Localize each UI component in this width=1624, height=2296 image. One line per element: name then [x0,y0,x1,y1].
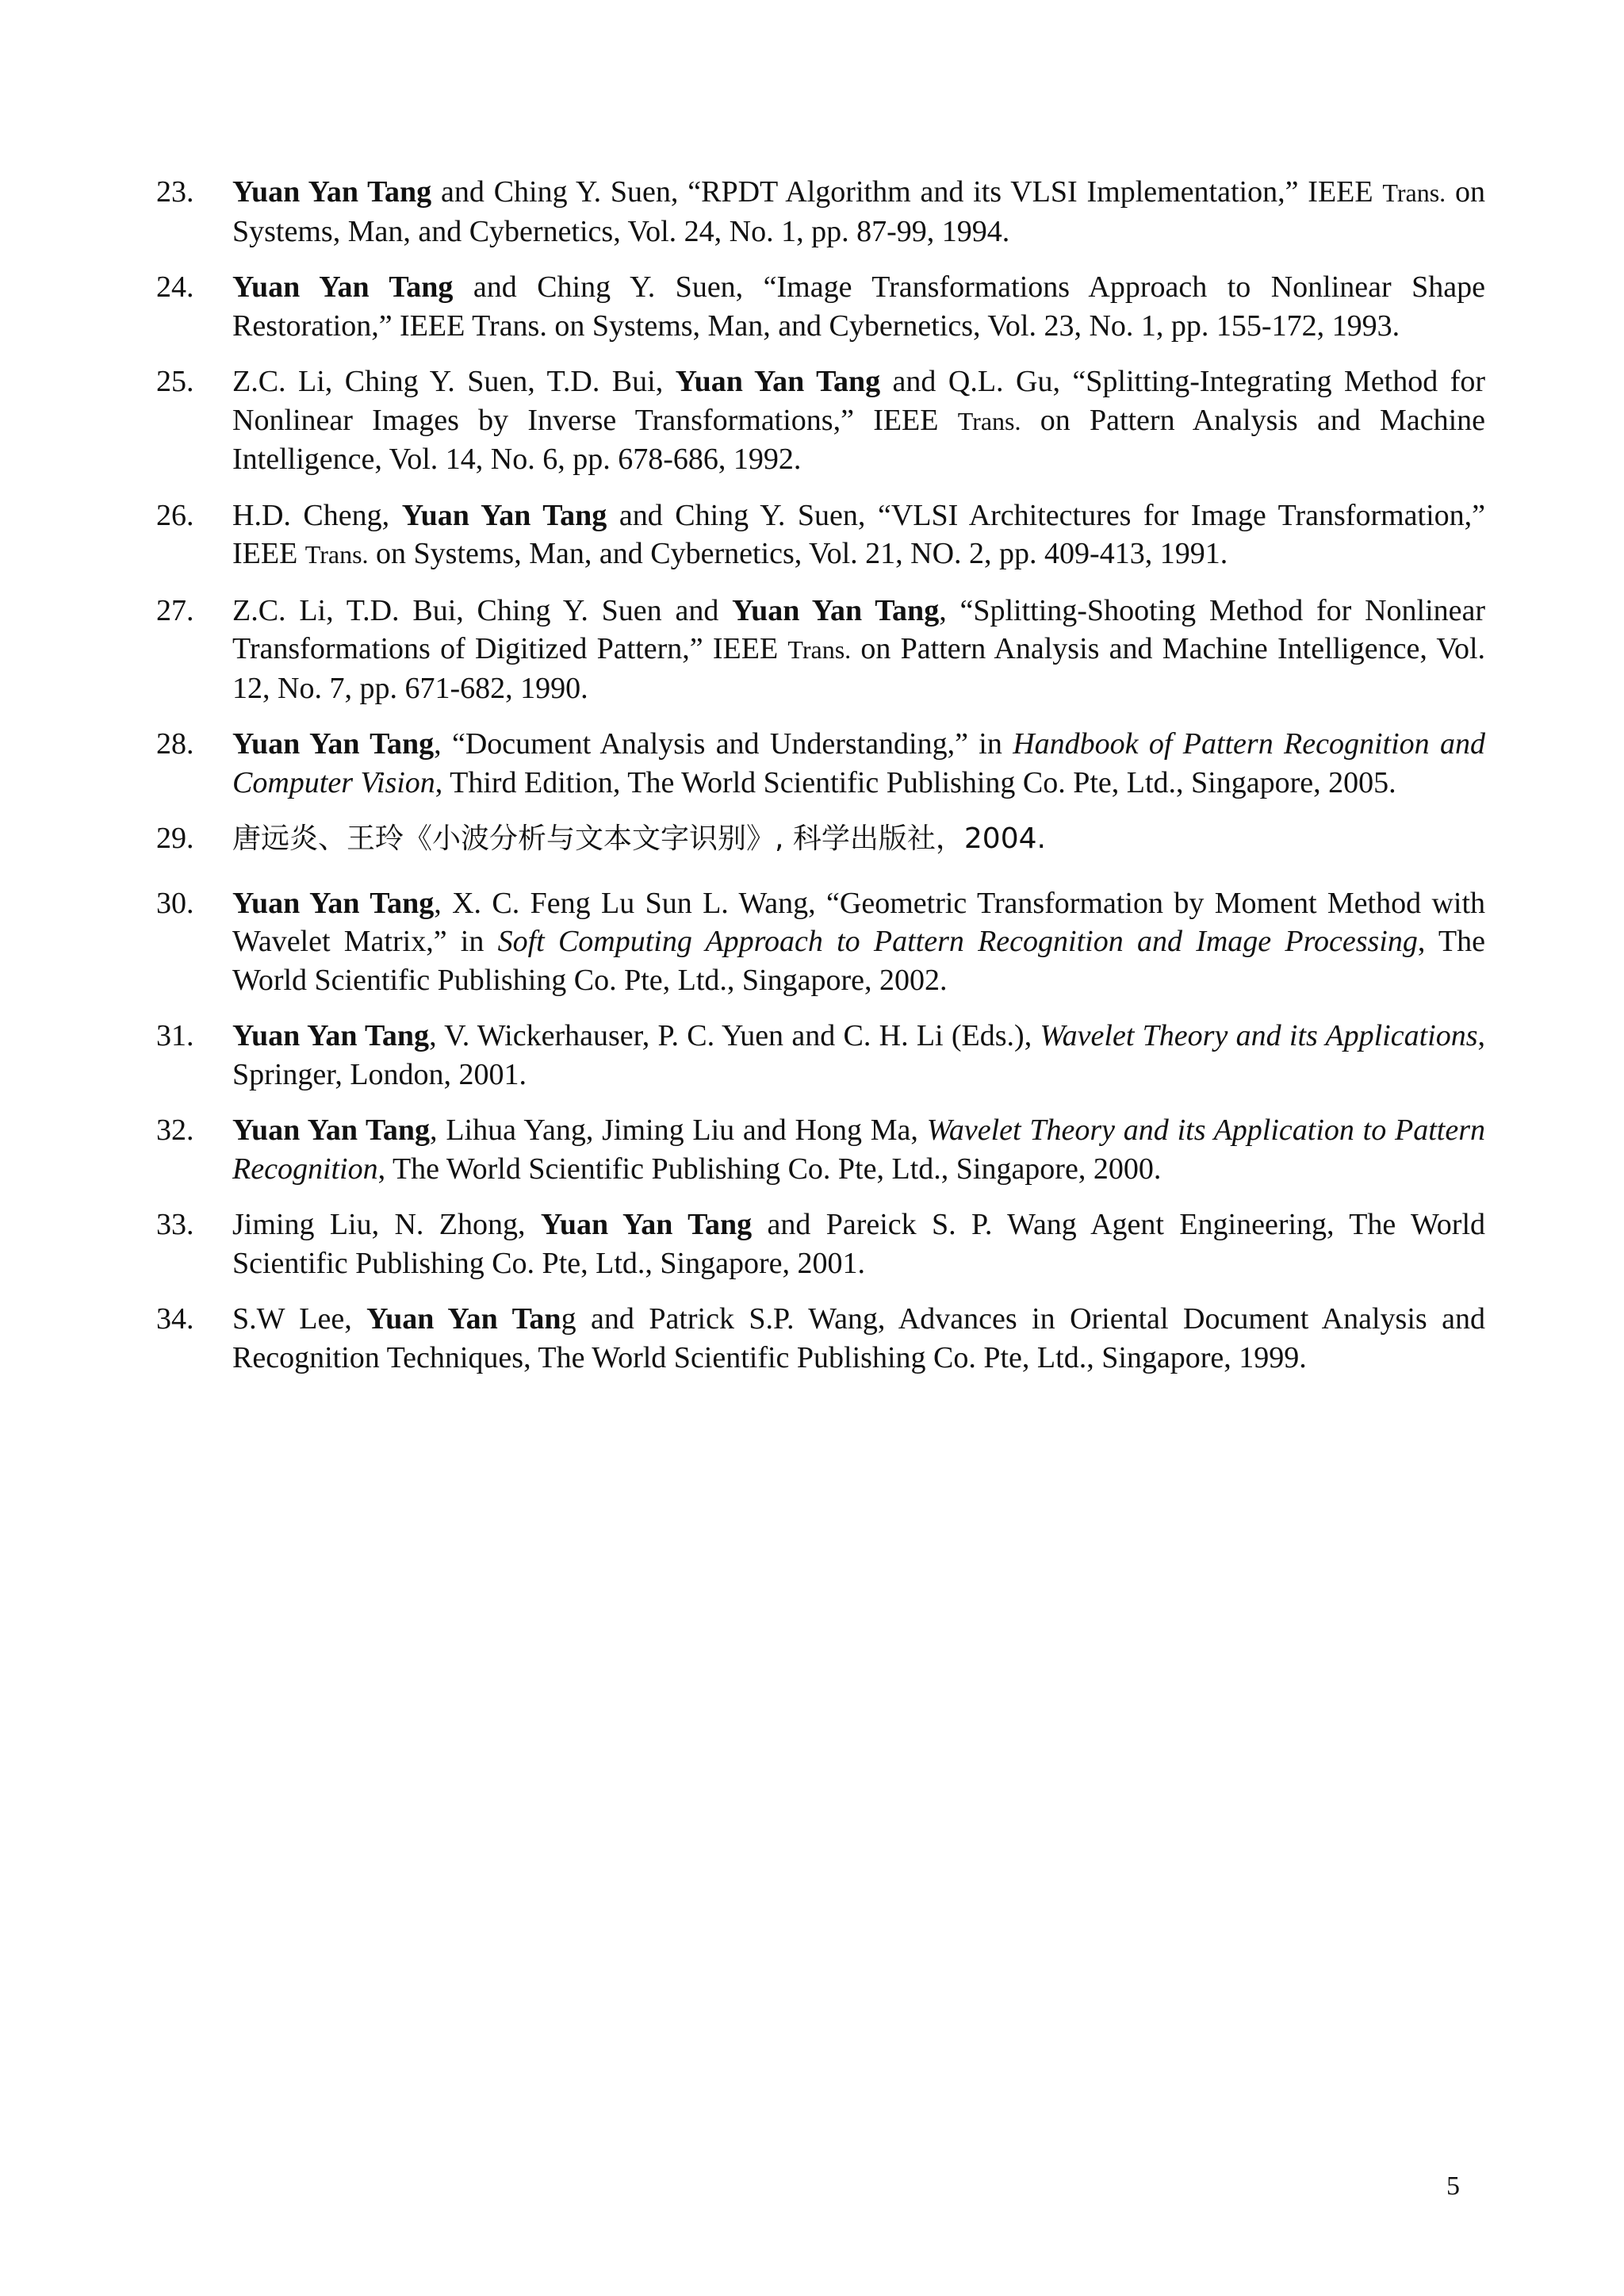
author-name-bold: Yuan Yan Tang [232,1114,431,1147]
reference-number: 32. [156,1114,194,1147]
reference-number: 31. [156,1019,194,1052]
reference-item [156,1017,1485,1094]
publication-title-italic: Soft Computing Approach to Pattern Recognition and Image Processing [497,925,1418,958]
reference-item [156,819,1485,859]
reference-item [156,362,1485,479]
reference-item [156,725,1485,802]
author-name-bold: Yuan Yan Tang [232,1019,430,1052]
reference-text-segment: and Ching Y. Suen, “Image Transformations Approach to Nonlinear Shape Restoration,” IEEE Trans. on Systems, Man, and Cybernetics, Vol. 23, No. 1, pp. 155-172, 1993. [232,270,1486,343]
reference-text-segment: , Third Edition, The World Scientific Publishing Co. Pte, Ltd., Singapore, 2005. [435,765,1396,799]
publication-title-italic: Wavelet Theory and its Application to Pattern Recognition [232,1114,1485,1186]
page-number: 5 [1446,2171,1460,2201]
reference-text-segment: H.D. Cheng, [232,498,402,532]
author-name-bold: Yuan Yan Tang [401,498,607,532]
journal-abbreviation: Trans. [957,406,1021,435]
author-name-bold: Yuan Yan Tang [732,593,940,627]
reference-number: 24. [156,270,194,304]
reference-text-segment: Z.C. Li, T.D. Bui, Ching Y. Suen and [232,593,733,627]
reference-text-segment: and Q.L. Gu, “Splitting-Integrating Method for Nonlinear Images by Inverse Transformations,” IEEE [232,365,1486,437]
reference-text [232,819,1485,859]
journal-abbreviation: Trans. [304,540,369,569]
reference-number: 30. [156,886,194,920]
reference-text-segment: , X. C. Feng Lu Sun L. Wang, “Geometric Transformation by Moment Method with Wavelet Matrix,” in [232,886,1486,958]
reference-text-segment: on Pattern Analysis and Machine Intelligence, Vol. 14, No. 6, pp. 678-686, 1992. [232,403,1486,476]
reference-text-segment: Jiming Liu, N. Zhong, [232,1208,541,1241]
reference-text-segment: , The World Scientific Publishing Co. Pte, Ltd., Singapore, 2002. [232,925,1485,997]
author-name-bold: Yuan Yan Tang [232,727,435,761]
journal-abbreviation: Trans. [1382,178,1446,207]
reference-text [232,1300,1485,1377]
reference-text-segment: on Systems, Man, and Cybernetics, Vol. 21, NO. 2, pp. 409-413, 1991. [368,537,1228,570]
reference-text-segment: S.W Lee, [232,1302,367,1336]
reference-number: 28. [156,727,194,761]
reference-text-segment: and Ching Y. Suen, “RPDT Algorithm and its VLSI Implementation,” IEEE [431,175,1383,209]
reference-text-segment: , The World Scientific Publishing Co. Pte, Ltd., Singapore, 2000. [377,1152,1162,1186]
publication-title-italic: Handbook of Pattern Recognition and Computer Vision [232,727,1485,799]
journal-abbreviation: Trans. [787,635,852,664]
reference-item [156,884,1485,1000]
reference-text [232,884,1485,1000]
publication-title-italic: Wavelet Theory and its Applications [1040,1019,1478,1052]
reference-item [156,1111,1485,1188]
reference-text-segment: and Pareick S. P. Wang Agent Engineering, The World Scientific Publishing Co. Pte, Ltd., Singapore, 2001. [232,1208,1486,1280]
reference-item [156,592,1485,708]
reference-text-segment: , Lihua Yang, Jiming Liu and Hong Ma, [430,1114,927,1147]
reference-number: 26. [156,498,194,532]
reference-text-segment: on Pattern Analysis and Machine Intelligence, Vol. 12, No. 7, pp. 671-682, 1990. [232,632,1486,705]
author-name-bold: Yuan Yan Tang [232,270,454,304]
reference-text-segment: , “Document Analysis and Understanding,” in [434,727,1013,761]
reference-text [232,725,1485,802]
reference-number: 23. [156,175,194,209]
reference-text-segment: g and Patrick S.P. Wang, Advances in Oriental Document Analysis and Recognition Techniques, The World Scientific Publishing Co. Pte, Ltd., Singapore, 1999. [232,1302,1485,1374]
author-name-bold: Yuan Yan Tang [540,1208,753,1241]
reference-item [156,496,1485,574]
reference-item [156,1300,1485,1377]
reference-item [156,1205,1485,1282]
reference-number: 33. [156,1208,194,1241]
reference-text-segment: , V. Wickerhauser, P. C. Yuen and C. H. Li (Eds.), [429,1019,1040,1052]
reference-text [232,1111,1485,1188]
reference-text [232,592,1485,708]
reference-text [232,496,1485,574]
reference-text-segment: , Springer, London, 2001. [232,1019,1485,1091]
reference-number: 25. [156,365,194,398]
author-name-bold: Yuan Yan Tang [675,365,881,398]
reference-item [156,268,1485,345]
reference-number: 27. [156,593,194,627]
reference-text [232,173,1485,251]
reference-number: 34. [156,1302,194,1336]
reference-number: 29. [156,822,194,855]
author-name-bold: Yuan Yan Tang [232,886,435,920]
reference-text [232,362,1485,479]
chinese-reference-text: 唐远炎、王玲《小波分析与文本文字识别》, 科学出版社，2004. [232,822,1046,855]
reference-text [232,1017,1485,1094]
reference-list [156,173,1485,1394]
reference-text-segment: and Ching Y. Suen, “VLSI Architectures for Image Transformation,” IEEE [232,498,1485,570]
reference-text-segment: Z.C. Li, Ching Y. Suen, T.D. Bui, [232,365,676,398]
reference-text-segment: on Systems, Man, and Cybernetics, Vol. 24, No. 1, pp. 87-99, 1994. [232,175,1485,248]
reference-text [232,1205,1485,1282]
reference-item [156,173,1485,251]
reference-text [232,268,1485,345]
author-name-bold: Yuan Yan Tang [232,175,432,209]
reference-text-segment: , “Splitting-Shooting Method for Nonlinear Transformations of Digitized Pattern,” IEEE [232,593,1486,665]
author-name-bold: Yuan Yan Tan [366,1302,561,1336]
